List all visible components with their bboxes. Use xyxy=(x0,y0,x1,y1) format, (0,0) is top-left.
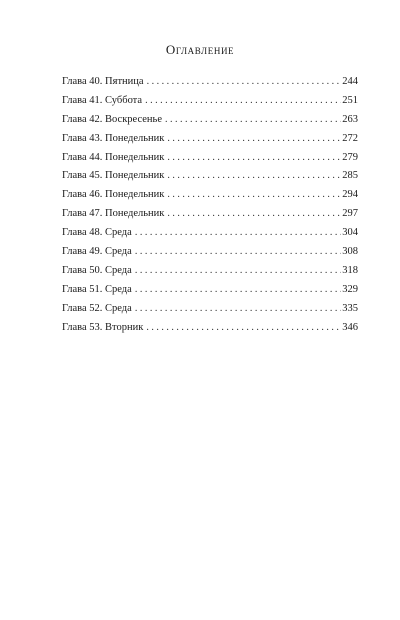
toc-entry-leader xyxy=(167,167,341,186)
toc-entry-leader xyxy=(146,319,341,338)
toc-entry-leader xyxy=(147,73,342,92)
toc-entry-page: 308 xyxy=(342,246,358,258)
toc-entry-leader xyxy=(135,224,341,243)
toc-entry-label: Глава 48. Среда xyxy=(62,227,132,239)
toc-entry-label: Глава 45. Понедельник xyxy=(62,170,165,182)
toc-entry-label: Глава 46. Понедельник xyxy=(62,189,165,201)
toc-entry xyxy=(62,300,358,319)
toc-entry-page: 272 xyxy=(342,132,358,144)
toc-entry xyxy=(62,224,358,243)
toc-entry-leader xyxy=(167,130,341,149)
toc-entry-page: 335 xyxy=(342,302,358,314)
toc-entry-leader xyxy=(167,205,341,224)
toc-entry-leader xyxy=(135,243,341,262)
toc-entry-page: 304 xyxy=(342,227,358,239)
toc-entry-page: 285 xyxy=(342,170,358,182)
toc-entry-page: 244 xyxy=(342,76,358,87)
toc-entry-page: 318 xyxy=(342,264,358,276)
toc-entry xyxy=(62,73,358,92)
toc-entry-label: Глава 44. Понедельник xyxy=(62,151,165,163)
toc-entry-page: 346 xyxy=(342,321,358,333)
toc-list xyxy=(62,73,358,337)
toc-entry xyxy=(62,243,358,262)
toc-entry-label: Глава 42. Воскресенье xyxy=(62,113,163,125)
toc-entry xyxy=(62,130,358,149)
toc-entry xyxy=(62,186,358,205)
toc-entry-leader xyxy=(167,186,341,205)
toc-entry xyxy=(62,92,358,111)
toc-entry-page: 263 xyxy=(342,113,358,125)
toc-entry xyxy=(62,149,358,168)
toc-entry-leader xyxy=(167,149,341,168)
toc-entry-page: 297 xyxy=(342,208,358,220)
toc-entry xyxy=(62,262,358,281)
toc-title: Оглавление xyxy=(165,42,235,57)
toc-entry-leader xyxy=(135,281,341,300)
toc-entry-leader xyxy=(135,300,341,319)
toc-entry-page: 329 xyxy=(342,283,358,295)
toc-entry xyxy=(62,111,358,130)
toc-entry xyxy=(62,281,358,300)
toc-entry xyxy=(62,205,358,224)
toc-entry xyxy=(62,319,358,338)
toc-entry-label: Глава 51. Среда xyxy=(62,283,132,295)
toc-entry-label: Глава 47. Понедельник xyxy=(62,208,165,220)
toc-entry-label: Глава 41. Суббота xyxy=(62,94,143,106)
toc-entry-label: Глава 43. Понедельник xyxy=(62,132,165,144)
toc-entry-leader xyxy=(145,92,341,111)
toc-entry-leader xyxy=(135,262,341,281)
toc-entry-leader xyxy=(165,111,341,130)
toc-entry xyxy=(62,167,358,186)
toc-entry-page: 279 xyxy=(342,151,358,163)
toc-entry-page: 294 xyxy=(342,189,358,201)
toc-entry-label: Глава 52. Среда xyxy=(62,302,132,314)
toc-entry-label: Глава 50. Среда xyxy=(62,264,132,276)
toc-entry-label: Глава 49. Среда xyxy=(62,246,132,258)
toc-entry-label: Глава 40. Пятница xyxy=(62,76,144,87)
toc-entry-page: 251 xyxy=(342,94,358,106)
toc-entry-label: Глава 53. Вторник xyxy=(62,321,144,333)
